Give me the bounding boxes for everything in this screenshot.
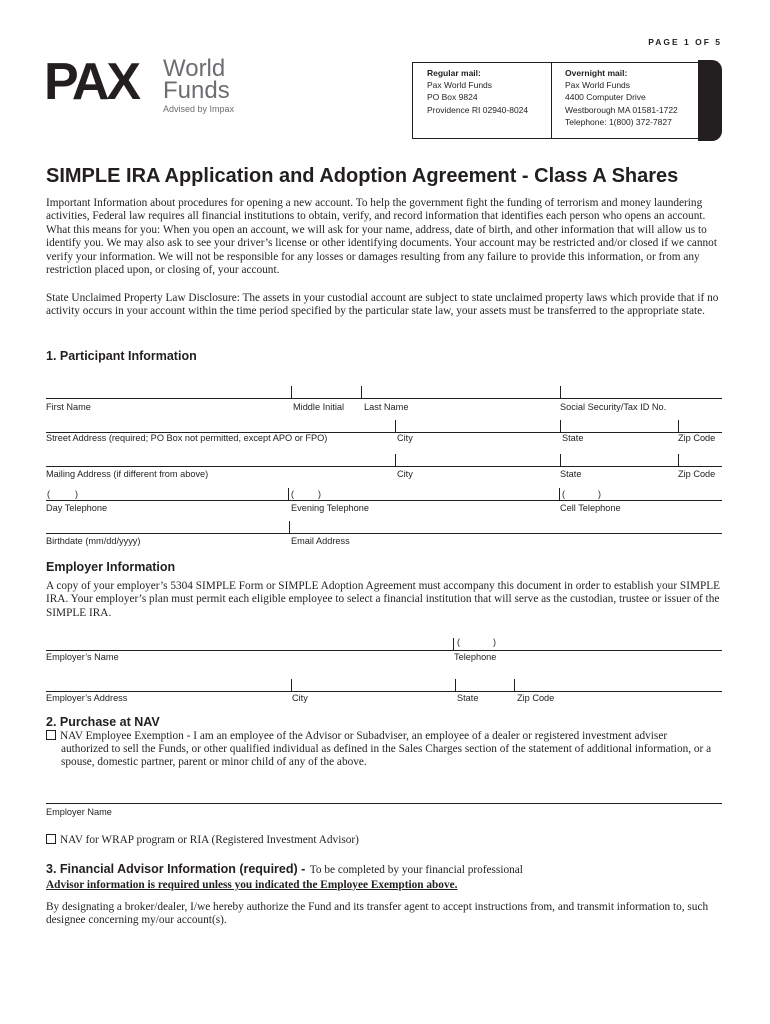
- state-label: State: [560, 469, 582, 479]
- page-edge-tab: [698, 60, 722, 141]
- field-divider: [288, 488, 289, 500]
- field-divider: [455, 679, 456, 691]
- advisor-designation-text: By designating a broker/dealer, I/we hereby authorize the Fund and its transfer agent to accept instructions from, and transmit information to, such designee concerning my/our account(s).: [46, 901, 709, 927]
- purchase-heading: 2. Purchase at NAV: [46, 715, 160, 729]
- nav-employee-exemption-checkbox[interactable]: [46, 730, 56, 740]
- nav-employee-exemption-continued: authorized to sell the Funds, or other qualified individual as defined in the Sales Charges section of the statement of additional information, or a spouse, domestic partner, parent or minor child of any of the above.: [61, 743, 712, 769]
- regular-mail-line: Pax World Funds: [427, 80, 493, 91]
- city-label: City: [397, 469, 413, 479]
- field-divider: [395, 454, 396, 466]
- employer-name-label-2: Employer Name: [46, 807, 112, 817]
- evening-telephone-label: Evening Telephone: [291, 503, 369, 513]
- field-divider: [678, 420, 679, 432]
- field-divider: [560, 420, 561, 432]
- overnight-mail-line: 4400 Computer Drive: [565, 92, 646, 103]
- area-code-close: ): [493, 637, 496, 647]
- participant-heading: 1. Participant Information: [46, 349, 197, 363]
- field-divider: [289, 521, 290, 533]
- cell-telephone-label: Cell Telephone: [560, 503, 621, 513]
- birthdate-row-line[interactable]: [46, 533, 722, 534]
- area-code-close: ): [75, 489, 78, 499]
- logo-world: World: [163, 55, 226, 82]
- employer-city-label: City: [292, 693, 308, 703]
- employer-address-label: Employer’s Address: [46, 693, 128, 703]
- field-divider: [514, 679, 515, 691]
- advisor-subheading: To be completed by your financial professional: [309, 864, 523, 876]
- logo-advised-by: Advised by Impax: [163, 104, 235, 114]
- nav-employee-exemption-text: NAV Employee Exemption - I am an employee of the Advisor or Subadviser, an employee of a dealer or registered investment adviser: [60, 730, 668, 742]
- name-row-line[interactable]: [46, 398, 722, 399]
- overnight-mail-block: [565, 67, 678, 128]
- field-divider: [678, 454, 679, 466]
- advisor-required-note: Advisor information is required unless you indicated the Employee Exemption above.: [46, 879, 458, 891]
- phone-row-line[interactable]: [46, 500, 722, 501]
- area-code-open: (: [457, 637, 460, 647]
- day-telephone-label: Day Telephone: [46, 503, 108, 513]
- email-label: Email Address: [291, 536, 350, 546]
- area-code-open: (: [291, 489, 294, 499]
- overnight-mail-line: Telephone: 1(800) 372-7827: [565, 116, 672, 127]
- area-code-close: ): [598, 489, 601, 499]
- important-information-text: Important Information about procedures for opening a new account. To help the government fight the funding of terrorism and money laundering activities, Federal law requires all financial institutions to obtain, verify, and record information that identifies each person who opens an account. What this means for you: When you open an account, we will ask for your name, address, date of birth, and other information that will allow us to identify you. We may also ask to see your driver’s license or other identifying documents. Your account may be restricted and/or closed if we cannot verify your information. We will not be responsible for any losses or damages resulting from any failure to provide this information, or from any restriction placed upon, or closing of, your account.: [46, 197, 717, 277]
- regular-mail-heading: Regular mail:: [427, 68, 481, 78]
- mailing-address-label: Mailing Address (if different from above): [46, 469, 209, 479]
- address-divider: [551, 63, 552, 138]
- employer-name-line[interactable]: [46, 650, 722, 651]
- regular-mail-line: PO Box 9824: [427, 92, 478, 103]
- employer-address-line[interactable]: [46, 691, 722, 692]
- employer-telephone-label: Telephone: [454, 652, 497, 662]
- last-name-label: Last Name: [364, 402, 409, 412]
- advisor-heading-row: [46, 860, 523, 878]
- document-title: SIMPLE IRA Application and Adoption Agreement - Class A Shares: [46, 165, 679, 187]
- employer-zip-label: Zip Code: [517, 693, 555, 703]
- nav-wrap-checkbox[interactable]: [46, 834, 56, 844]
- employer-name-line-2[interactable]: [46, 803, 722, 804]
- middle-initial-label: Middle Initial: [293, 402, 345, 412]
- pax-logo-wordmark: PAX: [44, 53, 139, 111]
- area-code-open: (: [562, 489, 565, 499]
- employer-name-label: Employer’s Name: [46, 652, 119, 662]
- field-divider: [361, 386, 362, 398]
- mailing-address-box: [412, 62, 716, 139]
- zip-label: Zip Code: [678, 469, 716, 479]
- employer-text: A copy of your employer’s 5304 SIMPLE Form or SIMPLE Adoption Agreement must accompany this document in order to establish your SIMPLE IRA. Your employer’s plan must permit each eligible employee to select a financial institution that will serve as the custodian, trustee or issuer of the SIMPLE IRA.: [46, 580, 721, 619]
- birthdate-label: Birthdate (mm/dd/yyyy): [46, 536, 141, 546]
- area-code-close: ): [318, 489, 321, 499]
- field-divider: [453, 638, 454, 650]
- first-name-label: First Name: [46, 402, 91, 412]
- regular-mail-block: [427, 67, 528, 116]
- regular-mail-line: Providence RI 02940-8024: [427, 104, 529, 115]
- employer-heading: Employer Information: [46, 560, 176, 574]
- field-divider: [395, 420, 396, 432]
- overnight-mail-heading: Overnight mail:: [565, 68, 628, 78]
- field-divider: [560, 386, 561, 398]
- page-number: PAGE 1 OF 5: [648, 37, 722, 47]
- field-divider: [291, 679, 292, 691]
- field-divider: [291, 386, 292, 398]
- overnight-mail-line: Pax World Funds: [565, 80, 631, 91]
- field-divider: [559, 488, 560, 500]
- overnight-mail-line: Westborough MA 01581-1722: [565, 104, 678, 115]
- pax-logo-world-funds: [163, 55, 230, 104]
- nav-employee-exemption-option[interactable]: [46, 730, 722, 743]
- advisor-heading: 3. Financial Advisor Information (required) -: [46, 862, 306, 876]
- logo-funds: Funds: [163, 77, 230, 104]
- street-address-label: Street Address (required; PO Box not permitted, except APO or FPO): [46, 433, 328, 443]
- mailing-row-line[interactable]: [46, 466, 722, 467]
- ssn-label: Social Security/Tax ID No.: [560, 402, 667, 412]
- nav-wrap-option[interactable]: [46, 834, 359, 846]
- unclaimed-property-text: State Unclaimed Property Law Disclosure: The assets in your custodial account are subject to state unclaimed property laws which provide that if no activity occurs in your account within the time period specified by the particular state law, your assets must be transferred to the appropriate state.: [46, 292, 719, 318]
- field-divider: [560, 454, 561, 466]
- state-label: State: [562, 433, 584, 443]
- city-label: City: [397, 433, 413, 443]
- employer-state-label: State: [457, 693, 479, 703]
- nav-wrap-text: NAV for WRAP program or RIA (Registered Investment Advisor): [60, 834, 359, 846]
- area-code-open: (: [47, 489, 50, 499]
- zip-label: Zip Code: [678, 433, 716, 443]
